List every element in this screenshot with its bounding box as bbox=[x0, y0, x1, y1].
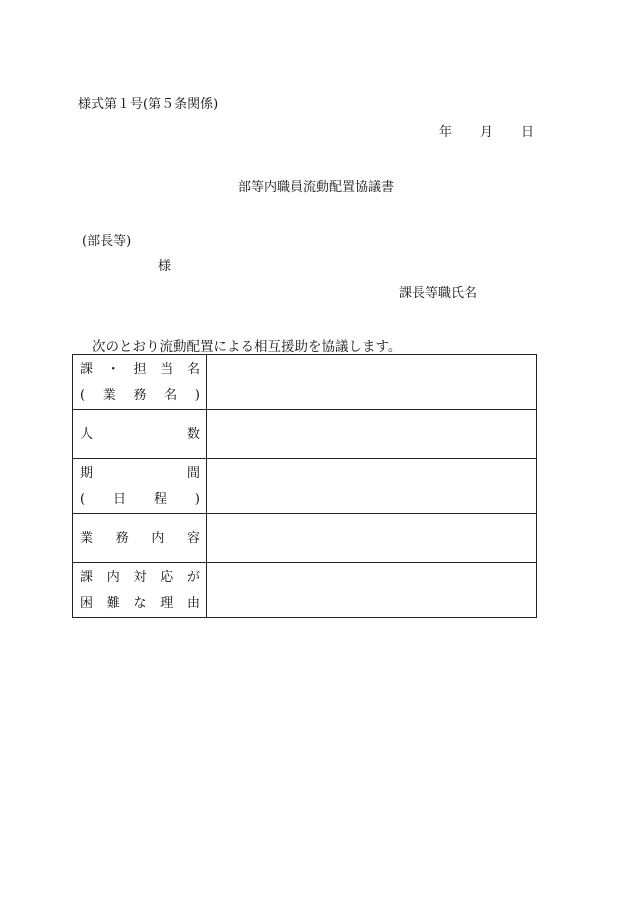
table-row-headcount bbox=[73, 410, 537, 459]
table-row-duties bbox=[73, 514, 537, 563]
label-char: 担 bbox=[133, 361, 147, 377]
row-label-duties bbox=[73, 514, 207, 563]
label-char: な bbox=[133, 595, 147, 611]
table-row-section bbox=[73, 355, 537, 410]
row-label-line bbox=[73, 597, 206, 610]
label-char: 名 bbox=[186, 361, 200, 377]
label-char: が bbox=[186, 569, 200, 585]
row-value-section[interactable] bbox=[207, 355, 537, 410]
label-char: 期 bbox=[80, 465, 94, 481]
label-char: ( bbox=[80, 491, 86, 507]
label-char: 容 bbox=[186, 530, 200, 546]
row-label-line bbox=[73, 467, 206, 480]
label-char: ・ bbox=[106, 361, 120, 377]
row-label-line bbox=[73, 571, 206, 584]
row-label-line bbox=[73, 389, 206, 402]
label-char: 応 bbox=[160, 569, 174, 585]
label-char: 数 bbox=[186, 426, 200, 442]
label-char: ) bbox=[194, 387, 200, 403]
label-char: ) bbox=[194, 491, 200, 507]
row-label-line bbox=[73, 363, 206, 376]
document-title: 部等内職員流動配置協議書 bbox=[238, 180, 395, 195]
sender-name-label: 課長等職氏名 bbox=[399, 286, 478, 301]
label-char: ( bbox=[80, 387, 86, 403]
addressee-label: (部長等) bbox=[82, 234, 132, 249]
label-char: 困 bbox=[80, 595, 94, 611]
row-value-duties[interactable] bbox=[207, 514, 537, 563]
label-char: 間 bbox=[186, 465, 200, 481]
row-label-section bbox=[73, 355, 207, 410]
row-value-period[interactable] bbox=[207, 459, 537, 514]
intro-text: 次のとおり流動配置による相互援助を協議します。 bbox=[92, 339, 402, 355]
row-label-period bbox=[73, 459, 207, 514]
row-label-headcount bbox=[73, 410, 207, 459]
label-char: 程 bbox=[153, 491, 167, 507]
label-char: 務 bbox=[115, 530, 129, 546]
row-value-reason[interactable] bbox=[207, 563, 537, 618]
date-year-label: 年 bbox=[439, 125, 453, 140]
date-day-label: 日 bbox=[521, 125, 535, 140]
label-char: 内 bbox=[106, 569, 120, 585]
label-char: 務 bbox=[133, 387, 147, 403]
row-label-reason bbox=[73, 563, 207, 618]
label-char: 課 bbox=[80, 569, 94, 585]
row-label-line bbox=[73, 532, 206, 545]
row-label-line bbox=[73, 493, 206, 506]
label-char: 業 bbox=[80, 530, 94, 546]
label-char: 由 bbox=[186, 595, 200, 611]
form-number: 様式第１号(第５条関係) bbox=[78, 97, 219, 112]
label-char: 理 bbox=[160, 595, 174, 611]
consultation-table bbox=[72, 354, 537, 618]
date-line bbox=[439, 126, 534, 139]
label-char: 業 bbox=[102, 387, 116, 403]
label-char: 人 bbox=[80, 426, 94, 442]
label-char: 当 bbox=[160, 361, 174, 377]
table-row-reason bbox=[73, 563, 537, 618]
label-char: 内 bbox=[151, 530, 165, 546]
label-char: 課 bbox=[80, 361, 94, 377]
addressee-honorific: 様 bbox=[158, 259, 172, 274]
date-month-label: 月 bbox=[480, 125, 494, 140]
label-char: 難 bbox=[106, 595, 120, 611]
label-char: 対 bbox=[133, 569, 147, 585]
label-char: 名 bbox=[164, 387, 178, 403]
row-value-headcount[interactable] bbox=[207, 410, 537, 459]
table-row-period bbox=[73, 459, 537, 514]
row-label-line bbox=[73, 428, 206, 441]
label-char: 日 bbox=[113, 491, 127, 507]
